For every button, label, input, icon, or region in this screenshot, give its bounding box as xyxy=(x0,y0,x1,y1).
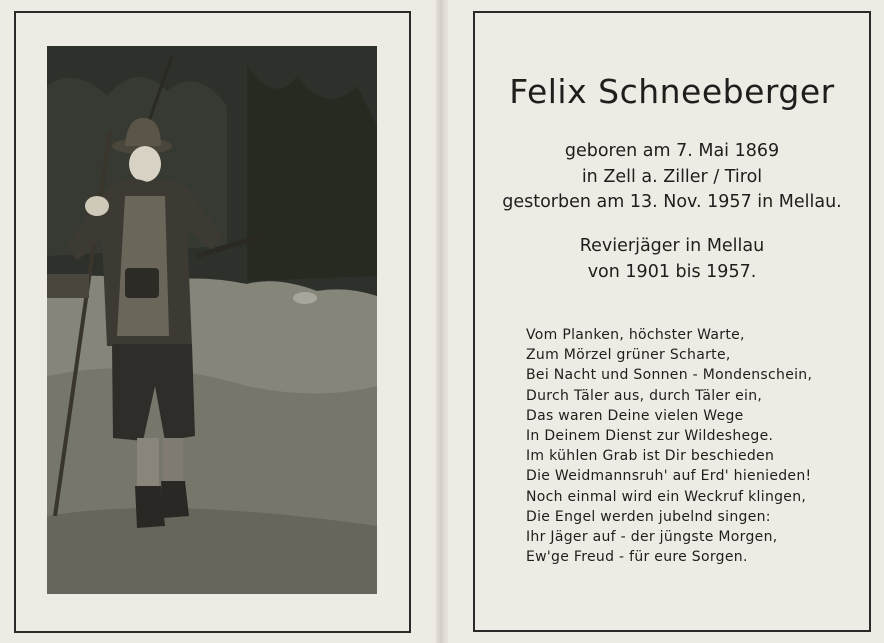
birth-date-line: geboren am 7. Mai 1869 xyxy=(564,141,780,161)
poem-line: Die Engel werden jubelnd singen: xyxy=(526,508,771,525)
deceased-name: Felix Schneeberger xyxy=(509,72,835,111)
poem-line: Bei Nacht und Sonnen - Mondenschein, xyxy=(526,367,813,384)
service-years-line: von 1901 bis 1957. xyxy=(587,262,757,282)
occupation-line: Revierjäger in Mellau xyxy=(579,236,765,256)
poem-line: Ihr Jäger auf - der jüngste Morgen, xyxy=(526,529,778,546)
memorial-poem xyxy=(526,325,846,567)
death-line: gestorben am 13. Nov. 1957 in Mellau. xyxy=(502,192,842,212)
hunter-photograph xyxy=(47,46,377,594)
poem-line: Noch einmal wird ein Weckruf klingen, xyxy=(526,488,807,505)
birth-place-line: in Zell a. Ziller / Tirol xyxy=(581,167,763,187)
poem-line: Das waren Deine vielen Wege xyxy=(526,407,744,424)
poem-line: In Deinem Dienst zur Wildeshege. xyxy=(526,428,774,445)
card-fold xyxy=(436,0,448,643)
poem-line: Ew'ge Freud - für eure Sorgen. xyxy=(526,549,748,566)
poem-line: Vom Planken, höchster Warte, xyxy=(526,327,745,343)
poem-line: Durch Täler aus, durch Täler ein, xyxy=(526,387,763,404)
photo-illustration xyxy=(47,46,377,594)
poem-line: Die Weidmannsruh' auf Erd' hienieden! xyxy=(526,468,812,485)
poem-line: Im kühlen Grab ist Dir beschieden xyxy=(526,448,775,465)
poem-line: Zum Mörzel grüner Scharte, xyxy=(526,347,731,364)
